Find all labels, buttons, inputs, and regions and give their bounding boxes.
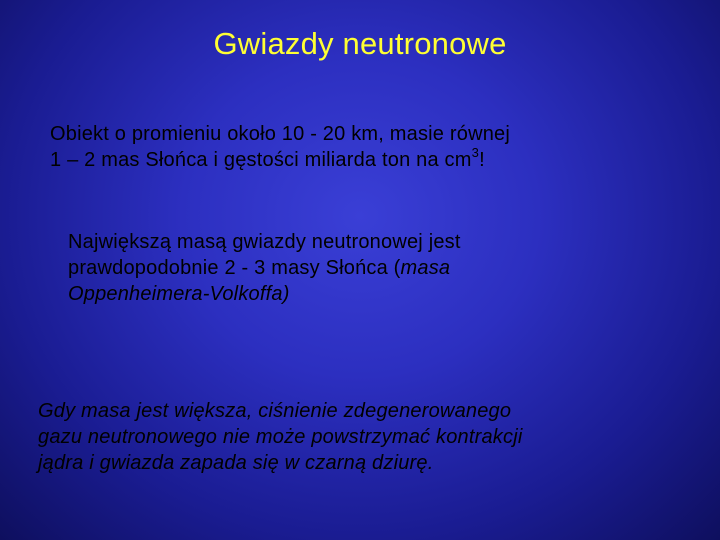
paragraph-line: Obiekt o promieniu około 10 - 20 km, masie równej [50, 123, 511, 145]
paragraph-neutron-star-object [50, 121, 710, 173]
line-text: prawdopodobnie 2 - 3 masy Słońca ( [68, 257, 401, 279]
paragraph-line-italic: Oppenheimera-Volkoffa) [68, 283, 290, 305]
paragraph-collapse [38, 398, 698, 476]
line-text-end: ! [479, 149, 485, 171]
paragraph-line [68, 255, 708, 281]
italic-text: masa [400, 257, 451, 279]
paragraph-line: gazu neutronowego nie może powstrzymać kontrakcji [38, 426, 523, 448]
paragraph-max-mass [68, 229, 708, 307]
paragraph-line: Największą masą gwiazdy neutronowej jest [68, 231, 461, 253]
paragraph-line [50, 147, 710, 173]
superscript-exponent: 3 [471, 145, 480, 161]
slide-title: Gwiazdy neutronowe [213, 26, 507, 61]
paragraph-line: jądra i gwiazda zapada się w czarną dziurę. [38, 452, 434, 474]
line-text: 1 – 2 mas Słońca i gęstości miliarda ton na cm [50, 149, 472, 171]
paragraph-line: Gdy masa jest większa, ciśnienie zdegenerowanego [38, 400, 512, 422]
